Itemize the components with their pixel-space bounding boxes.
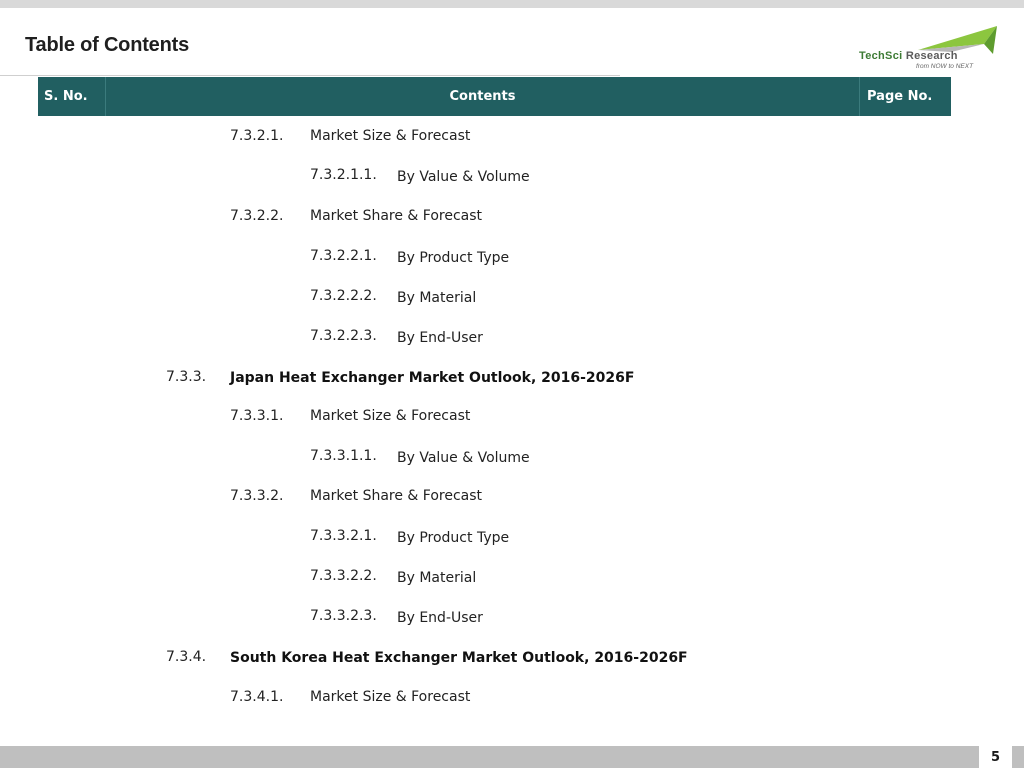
toc-entry-title: By End-User bbox=[397, 610, 483, 626]
page-number: 5 bbox=[979, 746, 1012, 768]
toc-entry-title: South Korea Heat Exchanger Market Outlook, 2016-2026F bbox=[230, 650, 688, 666]
page-title: Table of Contents bbox=[25, 34, 190, 56]
toc-entry-number: 7.3.2.2.2. bbox=[310, 288, 377, 304]
logo-name-rest: Research bbox=[902, 50, 958, 62]
footer-bar bbox=[0, 746, 1024, 768]
logo-tagline: from NOW to NEXT bbox=[916, 63, 974, 70]
toc-entry-number: 7.3.3.2.1. bbox=[310, 528, 377, 544]
header-page-no: Page No. bbox=[867, 89, 933, 104]
header-contents: Contents bbox=[106, 77, 860, 116]
toc-entry-title: By Value & Volume bbox=[397, 169, 530, 185]
toc-entry-number: 7.3.2.1.1. bbox=[310, 167, 377, 183]
toc-entry-number: 7.3.3. bbox=[166, 369, 207, 385]
toc-entry-title: Market Size & Forecast bbox=[310, 128, 471, 144]
company-logo bbox=[856, 24, 1002, 72]
header-sno: S. No. bbox=[38, 77, 106, 116]
toc-entry-title: By Material bbox=[397, 570, 477, 586]
toc-entry-title: By End-User bbox=[397, 330, 483, 346]
title-divider bbox=[0, 75, 620, 76]
toc-entry-number: 7.3.3.2. bbox=[230, 488, 284, 504]
toc-entry-number: 7.3.2.2.3. bbox=[310, 328, 377, 344]
toc-entry-title: Market Share & Forecast bbox=[310, 488, 483, 504]
toc-entry-number: 7.3.3.2.2. bbox=[310, 568, 377, 584]
toc-table-header bbox=[38, 77, 951, 116]
toc-entry-number: 7.3.3.1.1. bbox=[310, 448, 377, 464]
toc-entry-title: Market Size & Forecast bbox=[310, 408, 471, 424]
toc-entry-title: By Material bbox=[397, 290, 477, 306]
toc-entry-number: 7.3.2.1. bbox=[230, 128, 284, 144]
top-bar bbox=[0, 0, 1024, 8]
logo-name-accent: TechSci bbox=[859, 50, 903, 62]
toc-entry-title: By Product Type bbox=[397, 530, 510, 546]
toc-entry-title: Japan Heat Exchanger Market Outlook, 2016-2026F bbox=[230, 370, 635, 386]
toc-entry-number: 7.3.3.1. bbox=[230, 408, 284, 424]
toc-entry-title: By Value & Volume bbox=[397, 450, 530, 466]
toc-entry-number: 7.3.2.2. bbox=[230, 208, 284, 224]
logo-name bbox=[859, 50, 958, 62]
toc-entry-title: Market Share & Forecast bbox=[310, 208, 483, 224]
toc-entry-title: Market Size & Forecast bbox=[310, 689, 471, 705]
toc-entry-number: 7.3.4.1. bbox=[230, 689, 284, 705]
toc-entry-title: By Product Type bbox=[397, 250, 510, 266]
toc-entry-number: 7.3.2.2.1. bbox=[310, 248, 377, 264]
toc-entry-number: 7.3.3.2.3. bbox=[310, 608, 377, 624]
toc-entry-number: 7.3.4. bbox=[166, 649, 207, 665]
